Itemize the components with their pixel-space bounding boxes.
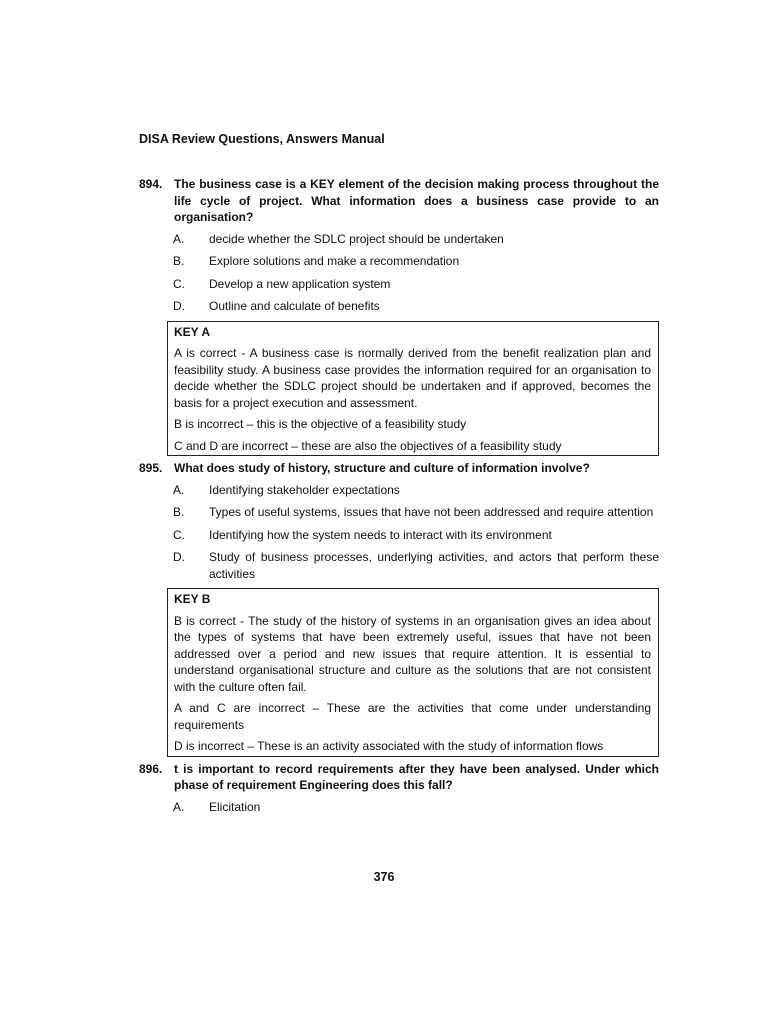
options-895 xyxy=(173,482,659,583)
answer-explanation: B is correct - The study of the history of systems in an organisation gives an idea about the types of systems that have been extremely useful, issues that have not been addressed over a period and new issues that require attention. It is essential to understand organisational structure and culture as the solutions that are not consistent with the culture often fail. xyxy=(174,613,651,694)
question-text: The business case is a KEY element of the decision making process throughout the life cycle of project. What information does a business case provide to an organisation? xyxy=(174,177,659,224)
answer-key-title: KEY A xyxy=(174,324,211,339)
options-896 xyxy=(173,799,659,816)
answer-explanation: D is incorrect – These is an activity associated with the study of information flows xyxy=(174,739,604,753)
option-text: Study of business processes, underlying activities, and actors that perform these activities xyxy=(209,550,659,581)
answer-explanation: B is incorrect – this is the objective of a feasibility study xyxy=(174,417,467,431)
option-letter: B. xyxy=(173,505,185,519)
question-896 xyxy=(139,761,659,794)
option-letter: C. xyxy=(173,276,185,291)
option-letter: A. xyxy=(173,482,185,497)
option-letter: D. xyxy=(173,550,185,564)
option-a xyxy=(173,231,659,248)
question-text: t is important to record requirements after they have been analysed. Under which phase of requirement Engineering does this fall? xyxy=(174,761,659,792)
answer-explanation: A and C are incorrect – These are the activities that come under understanding requirements xyxy=(174,701,651,732)
option-text: Develop a new application system xyxy=(209,276,391,291)
question-number: 896. xyxy=(139,761,163,776)
option-a xyxy=(173,799,659,816)
answer-explanation: A is correct - A business case is normally derived from the benefit realization plan and feasibility study. A business case provides the information required for an organisation to decide whether the SDLC project should be undertaken and if approved, becomes the basis for a project execution and assessment. xyxy=(174,346,651,410)
option-letter: A. xyxy=(173,231,185,246)
option-text: Identifying how the system needs to interact with its environment xyxy=(209,527,552,542)
question-number: 895. xyxy=(139,461,163,475)
option-text: Explore solutions and make a recommendation xyxy=(209,254,460,268)
option-b xyxy=(173,253,659,270)
options-894 xyxy=(173,231,659,315)
page-number: 376 xyxy=(373,870,395,884)
option-text: Outline and calculate of benefits xyxy=(209,299,380,313)
answer-explanation: C and D are incorrect – these are also the objectives of a feasibility study xyxy=(174,438,562,453)
option-d xyxy=(173,549,659,582)
document-body xyxy=(139,176,659,821)
question-text: What does study of history, structure and culture of information involve? xyxy=(174,461,590,475)
option-letter: A. xyxy=(173,799,185,814)
option-d xyxy=(173,298,659,315)
option-text: decide whether the SDLC project should be undertaken xyxy=(209,231,504,246)
option-text: Identifying stakeholder expectations xyxy=(209,482,400,497)
option-letter: C. xyxy=(173,527,185,542)
page-header: DISA Review Questions, Answers Manual xyxy=(139,132,385,146)
answer-key-box-895 xyxy=(167,588,659,757)
option-c xyxy=(173,527,659,544)
option-b xyxy=(173,504,659,521)
option-a xyxy=(173,482,659,499)
option-c xyxy=(173,276,659,293)
answer-key-box-894 xyxy=(167,321,659,457)
option-letter: D. xyxy=(173,299,185,313)
option-text: Types of useful systems, issues that have not been addressed and require attention xyxy=(209,505,654,519)
option-text: Elicitation xyxy=(209,799,261,814)
option-letter: B. xyxy=(173,254,185,268)
question-number: 894. xyxy=(139,177,163,191)
question-895 xyxy=(139,460,659,477)
question-894 xyxy=(139,176,659,226)
answer-key-title: KEY B xyxy=(174,592,211,606)
